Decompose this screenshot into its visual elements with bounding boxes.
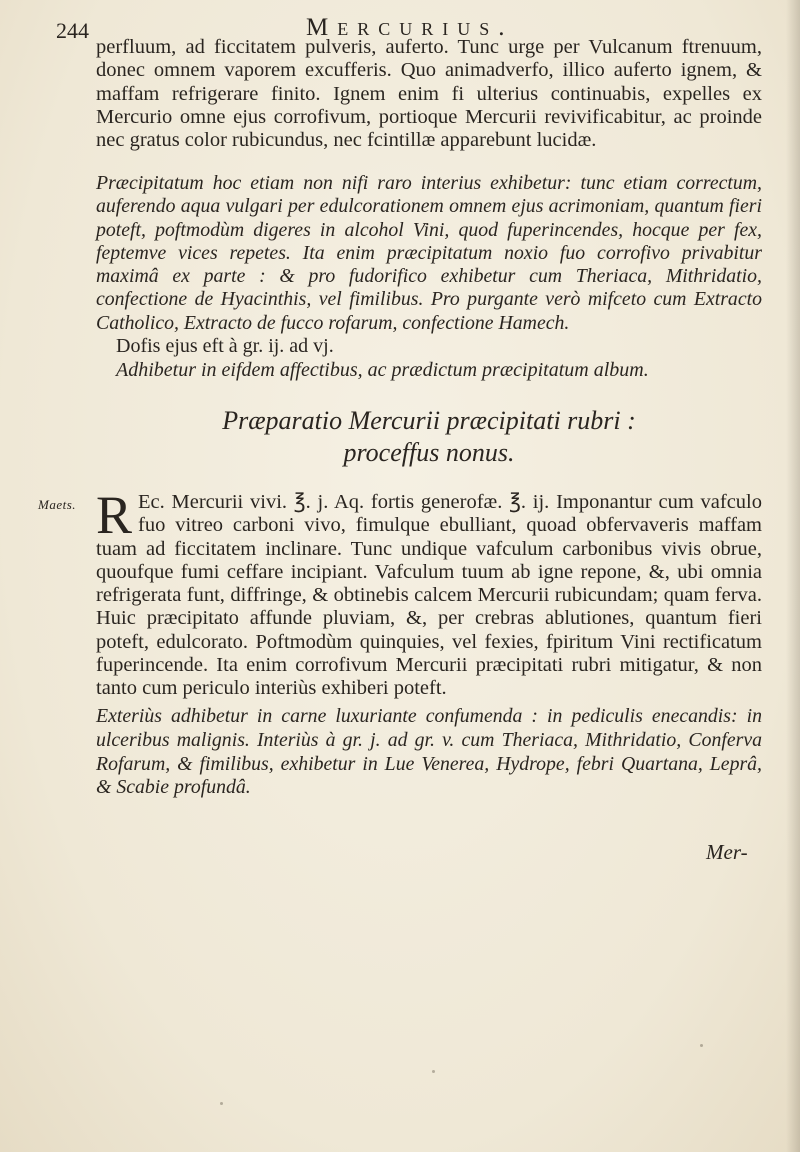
paragraph-exterior-use: Exteriùs adhibetur in carne luxuriante confumenda : in pediculis enecandis: in ulceribus malignis. Interiùs à gr. j. ad gr. v. cum Theriaca, Mithridatio, Conferva Rofarum, & fimilibus, exhibetur in Lue Venerea, Hydrope, febri Quartana, Leprâ, & Scabie profundâ. xyxy=(96,705,762,799)
page-edge-shadow xyxy=(786,0,800,1152)
heading-line-1: Præparatio Mercurii præcipitati rubri : xyxy=(222,406,636,435)
dose-line: Dofis ejus eft à gr. ij. ad vj. xyxy=(116,335,334,357)
section-heading xyxy=(96,405,762,469)
catchword: Mer- xyxy=(706,840,748,864)
page-number: 244 xyxy=(56,18,89,43)
recipe-text: Ec. Mercurii vivi. ℥. j. Aq. fortis generofæ. ℥. ij. Imponantur cum vafculo fuo vitreo carboni vivo, fimulque ebulliant, quoad obfervaveris maffam tuam ad ficcitatem inclinare. Tunc undique vafculum carbonibus vivis obrue, quoufque fumi ceffare incipiant. Vafculum tuum ab igne repone, &, ubi omnia refrigerata funt, diffringe, & obtinebis calcem Mercurii rubicundam; quam ferva. Huic præcipitato affunde pluviam, &, per crebras ablutiones, quantum fieri poteft, edulcorato. Poftmodùm quinquies, vel fexies, fpiritum Vini rectificatum fuperincende. Ita enim corrofivum Mercurii præcipitati rubri mitigatur, & non tanto cum periculo interiùs exhiberi poteft. xyxy=(96,491,762,700)
running-title: Mercurius. xyxy=(306,14,514,41)
heading-line-2: proceffus nonus. xyxy=(343,438,515,467)
ink-fleck xyxy=(700,1044,703,1047)
margin-note: Maets. xyxy=(38,497,77,512)
ink-fleck xyxy=(432,1070,435,1073)
ink-fleck xyxy=(220,1102,223,1105)
recipe-paragraph xyxy=(96,485,762,701)
paragraph-internal-use: Præcipitatum hoc etiam non nifi raro interius exhibetur: tunc etiam correctum, auferendo aqua vulgari per edulcorationem omnem ejus acrimoniam, quantum fieri poteft, poftmodùm digeres in alcohol Vini, quod fuperincendes, hocque per fex, feptemve vices repetes. Ita enim præcipitatum noxio fuo corrofivo privabitur maximâ ex parte : & pro fudorifico exhibetur cum Theriaca, Mithridatio, confectione de Hyacinthis, vel fimilibus. Pro purgante verò mifceto cum Extracto Catholico, Extracto de fucco rofarum, confectione Hamech. xyxy=(96,172,762,334)
dropcap-letter: R xyxy=(96,485,133,545)
paragraph-drying: perfluum, ad ficcitatem pulveris, auferto. Tunc urge per Vulcanum ftrenuum, donec omnem vaporem excufferis. Quo animadverfo, illico auferto ignem, & maffam refrigerare finito. Ignem enim fi ulterius continuabis, expelles ex Mercurio omne ejus corrofivum, portioque Mercurii revivificabitur, ac proinde nec gratus color rubicundus, nec fcintillæ apparebunt lucidæ. xyxy=(96,36,762,152)
adhibetur-line: Adhibetur in eifdem affectibus, ac prædictum præcipitatum album. xyxy=(116,359,649,381)
